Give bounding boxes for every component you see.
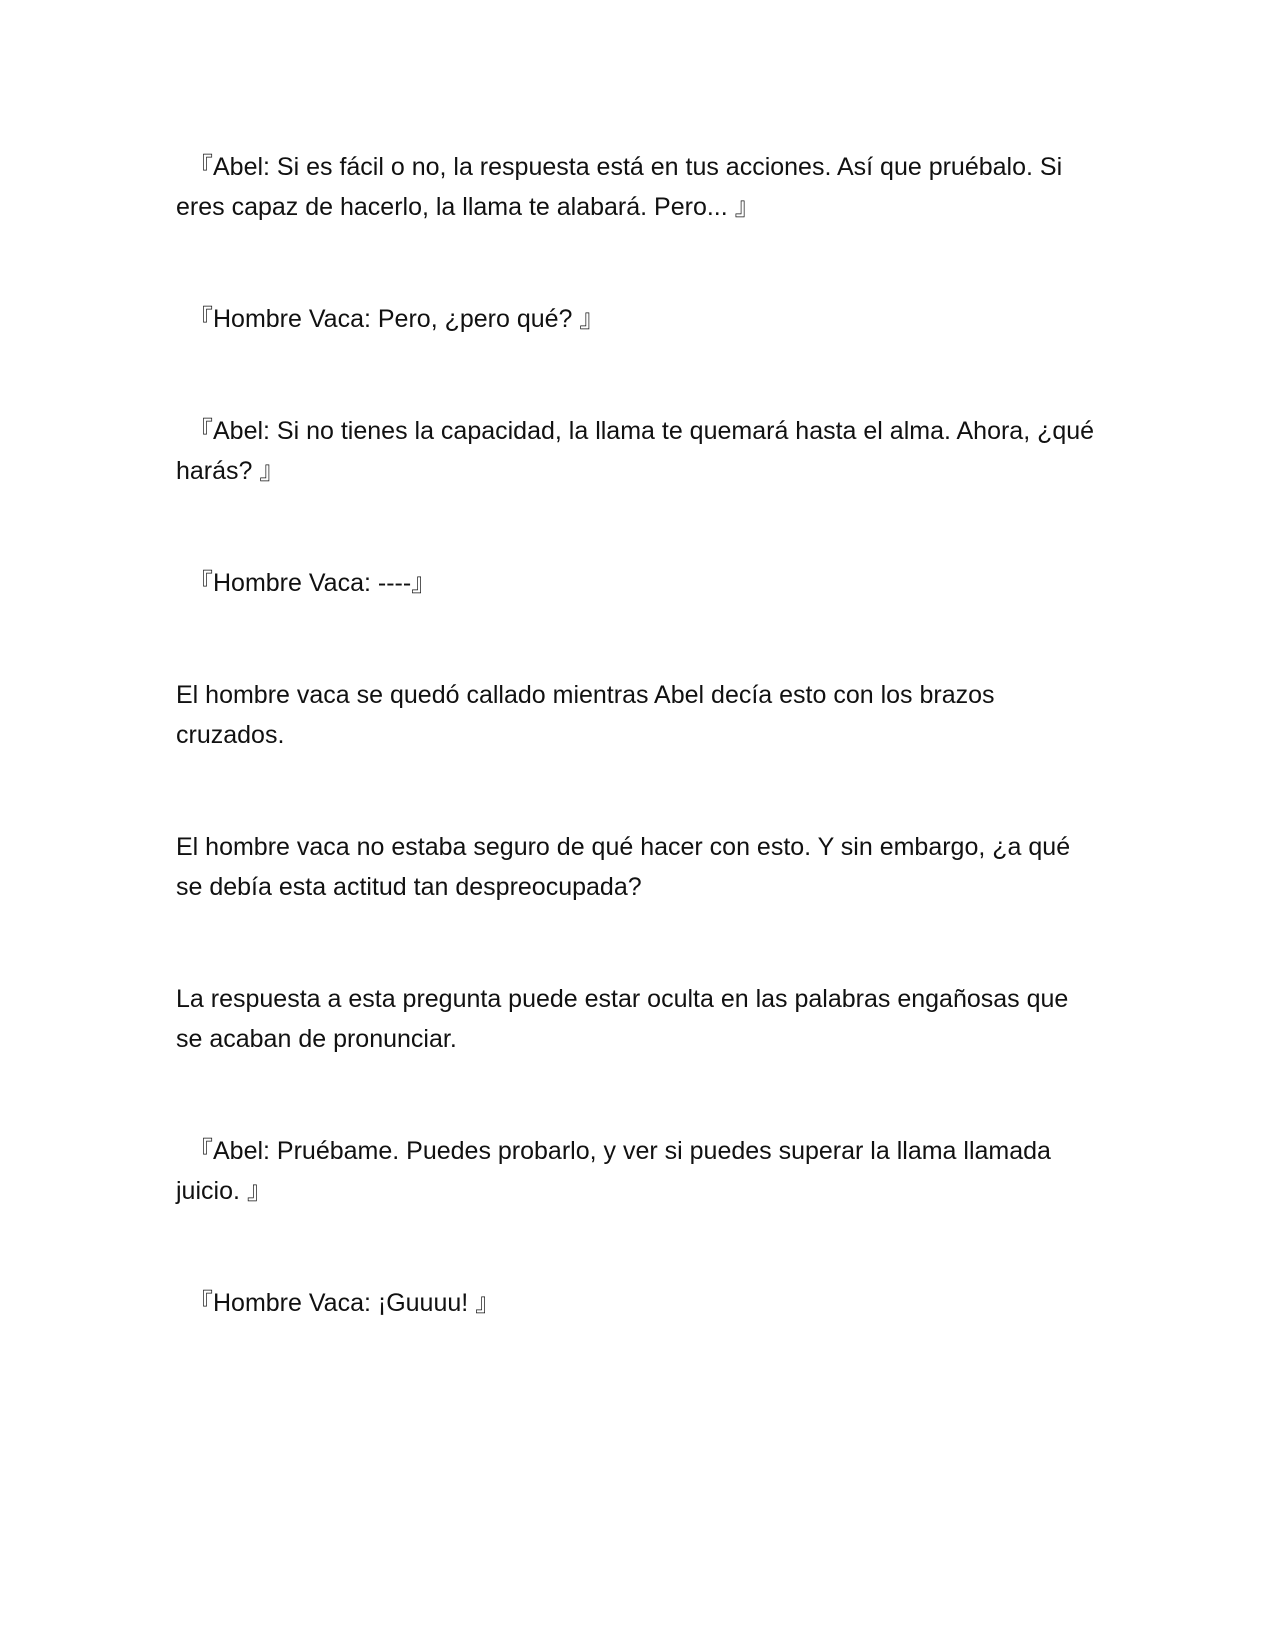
- paragraph-gap: [176, 1211, 1096, 1283]
- paragraph-gap: [176, 755, 1096, 827]
- paragraph-gap: [176, 339, 1096, 411]
- dialogue-hombre-vaca-3: 『Hombre Vaca: ¡Guuuu! 』: [188, 1289, 501, 1317]
- narration-paragraph-1: El hombre vaca se quedó callado mientras Abel decía esto con los brazos cruzados.: [176, 681, 995, 749]
- document-body: [176, 147, 1096, 1323]
- paragraph-gap: [176, 227, 1096, 299]
- narration-paragraph-3: La respuesta a esta pregunta puede estar oculta en las palabras engañosas que se acaban de pronunciar.: [176, 985, 1069, 1053]
- dialogue-abel-1: 『Abel: Si es fácil o no, la respuesta está en tus acciones. Así que pruébalo. Si eres capaz de hacerlo, la llama te alabará. Pero... 』: [176, 153, 1063, 221]
- paragraph-gap: [176, 491, 1096, 563]
- dialogue-hombre-vaca-2: 『Hombre Vaca: ----』: [188, 569, 437, 597]
- paragraph-gap: [176, 907, 1096, 979]
- paragraph-gap: [176, 603, 1096, 675]
- paragraph-gap: [176, 1059, 1096, 1131]
- dialogue-abel-2: 『Abel: Si no tienes la capacidad, la llama te quemará hasta el alma. Ahora, ¿qué harás? 』: [176, 417, 1095, 485]
- dialogue-hombre-vaca-1: 『Hombre Vaca: Pero, ¿pero qué? 』: [188, 305, 605, 333]
- narration-paragraph-2: El hombre vaca no estaba seguro de qué hacer con esto. Y sin embargo, ¿a qué se debía esta actitud tan despreocupada?: [176, 833, 1071, 901]
- dialogue-abel-3: 『Abel: Pruébame. Puedes probarlo, y ver si puedes superar la llama llamada juicio. 』: [176, 1137, 1051, 1205]
